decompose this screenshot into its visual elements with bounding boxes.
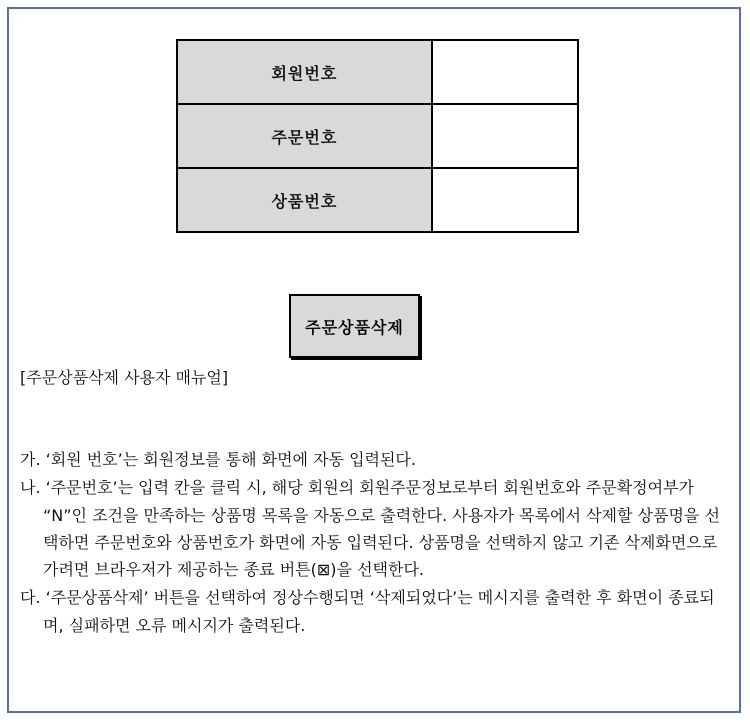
manual-item: 가. ‘회원 번호’는 회원정보를 통해 화면에 자동 입력된다. <box>20 450 416 469</box>
delete-order-item-button[interactable]: 주문상품삭제 <box>289 294 420 358</box>
member-number-row <box>177 40 578 104</box>
manual-list <box>20 446 732 640</box>
product-number-row <box>177 168 578 232</box>
order-number-label: 주문번호 <box>177 104 432 168</box>
order-item-form <box>176 39 579 233</box>
member-number-field[interactable] <box>433 41 577 103</box>
manual-title: [주문상품삭제 사용자 매뉴얼] <box>20 368 229 387</box>
product-number-field[interactable] <box>433 169 577 231</box>
manual-item: 나. ‘주문번호’는 입력 칸을 클릭 시, 해당 회원의 회원주문정보로부터 회원번호와 주문확정여부가 “N”인 조건을 만족하는 상품명 목록을 자동으로 출력한다. 사용자가 목록에서 삭제할 상품명을 선택하면 주문번호와 상품번호가 화면에 자동 입력된다. 상품명을 선택하지 않고 기존 삭제화면으로 가려면 브라우저가 제공하는 종료 버튼(⊠)을 선택한다. <box>20 478 720 580</box>
dialog-frame <box>7 7 741 713</box>
product-number-label: 상품번호 <box>177 168 432 232</box>
manual-item: 다. ‘주문상품삭제’ 버튼을 선택하여 정상수행되면 ‘삭제되었다’는 메시지를 출력한 후 화면이 종료되며, 실패하면 오류 메시지가 출력된다. <box>20 588 715 635</box>
order-number-row <box>177 104 578 168</box>
order-number-field[interactable] <box>433 105 577 167</box>
member-number-label: 회원번호 <box>177 40 432 104</box>
